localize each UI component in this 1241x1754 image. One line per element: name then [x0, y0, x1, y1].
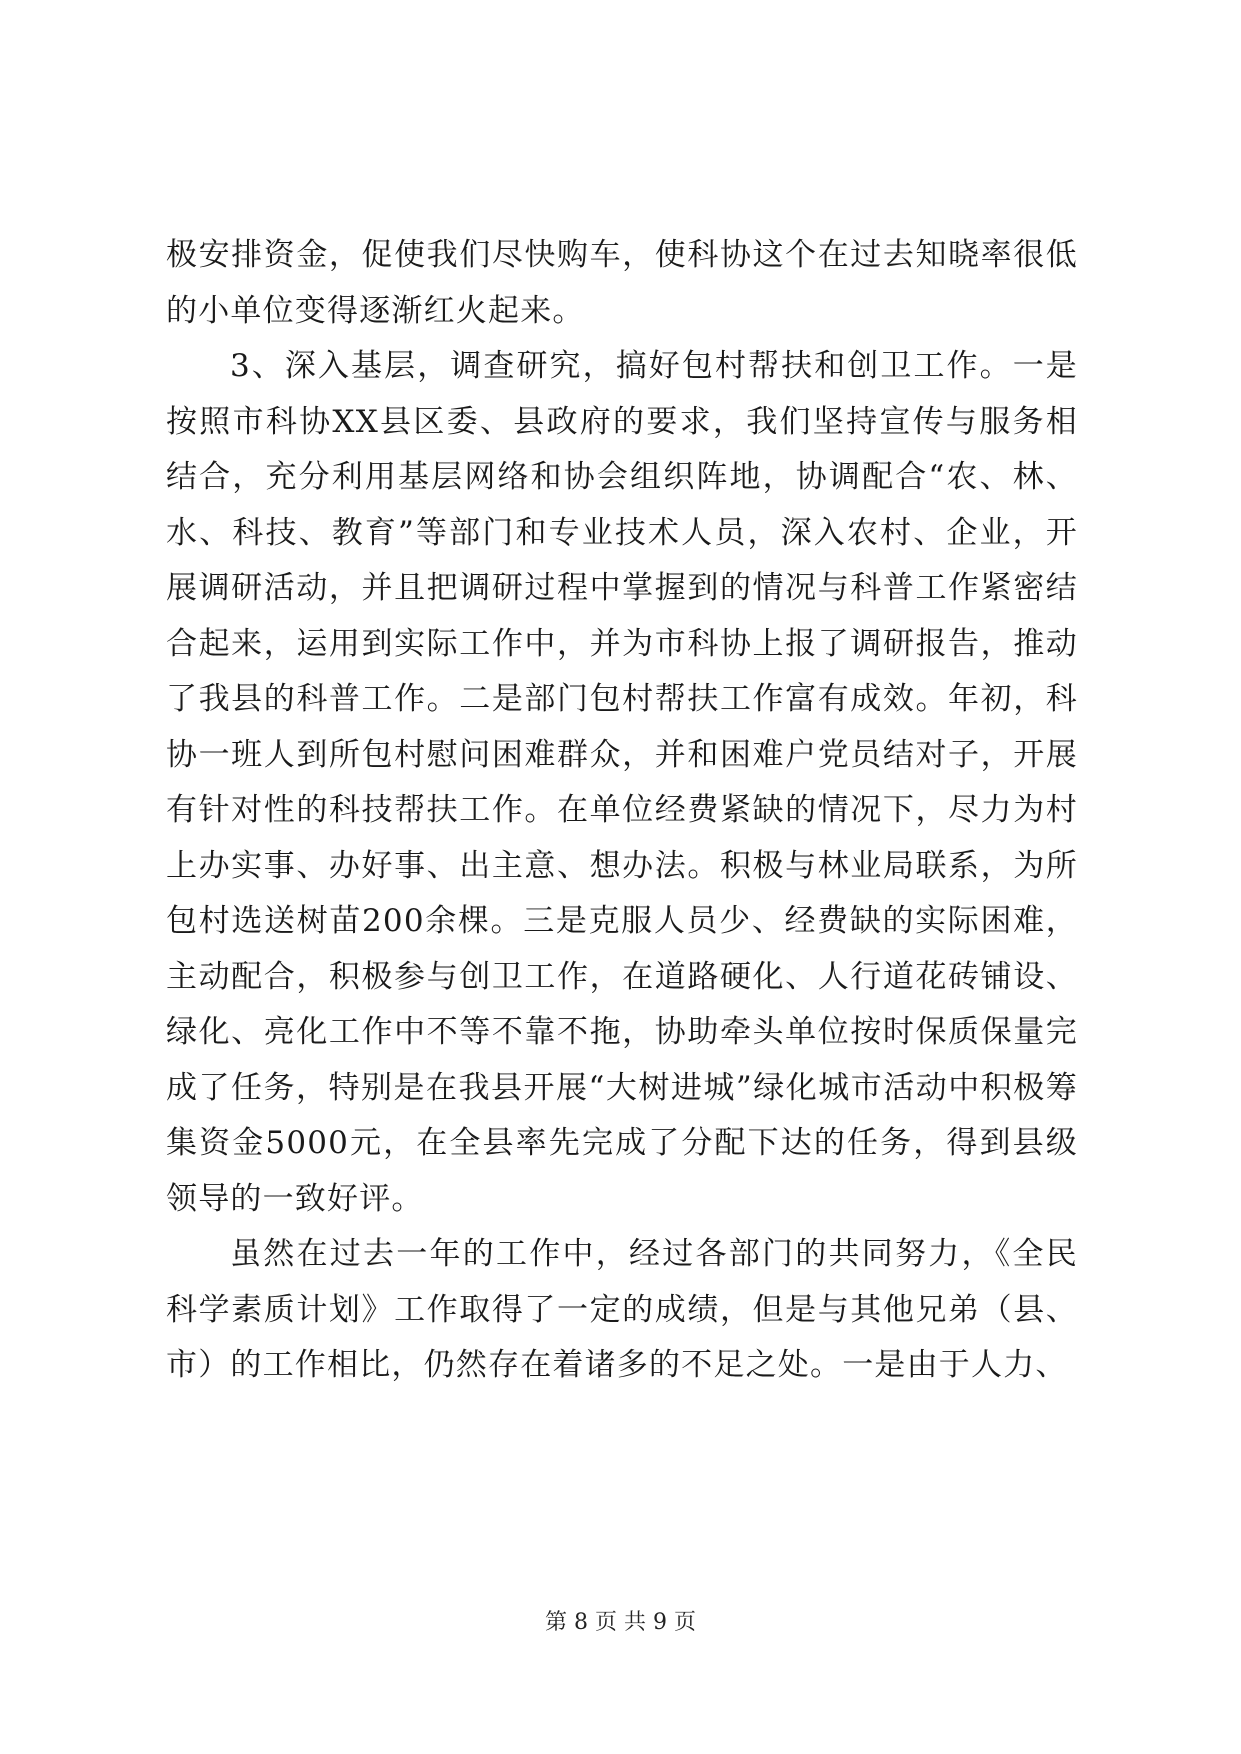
- document-body: [166, 228, 1078, 1394]
- page-footer: 第 8 页 共 9 页: [545, 1610, 696, 1635]
- paragraph-continuation: 极安排资金，促使我们尽快购车，使科协这个在过去知晓率很低的小单位变得逐渐红火起来。: [166, 237, 1078, 329]
- paragraph-shortcomings: 虽然在过去一年的工作中，经过各部门的共同努力，《全民科学素质计划》工作取得了一定的成绩，但是与其他兄弟（县、市）的工作相比，仍然存在着诸多的不足之处。一是由于人力、: [166, 1236, 1078, 1383]
- paragraph-section-3: 3、深入基层，调查研究，搞好包村帮扶和创卫工作。一是按照市科协XX县区委、县政府的要求，我们坚持宣传与服务相结合，充分利用基层网络和协会组织阵地，协调配合“农、林、水、科技、教育”等部门和专业技术人员，深入农村、企业，开展调研活动，并且把调研过程中掌握到的情况与科普工作紧密结合起来，运用到实际工作中，并为市科协上报了调研报告，推动了我县的科普工作。二是部门包村帮扶工作富有成效。年初，科协一班人到所包村慰问困难群众，并和困难户党员结对子，开展有针对性的科技帮扶工作。在单位经费紧缺的情况下，尽力为村上办实事、办好事、出主意、想办法。积极与林业局联系，为所包村选送树苗200余棵。三是克服人员少、经费缺的实际困难，主动配合，积极参与创卫工作，在道路硬化、人行道花砖铺设、绿化、亮化工作中不等不靠不拖，协助牵头单位按时保质保量完成了任务，特别是在我县开展“大树进城”绿化城市活动中积极筹集资金5000元，在全县率先完成了分配下达的任务，得到县级领导的一致好评。: [166, 348, 1078, 1217]
